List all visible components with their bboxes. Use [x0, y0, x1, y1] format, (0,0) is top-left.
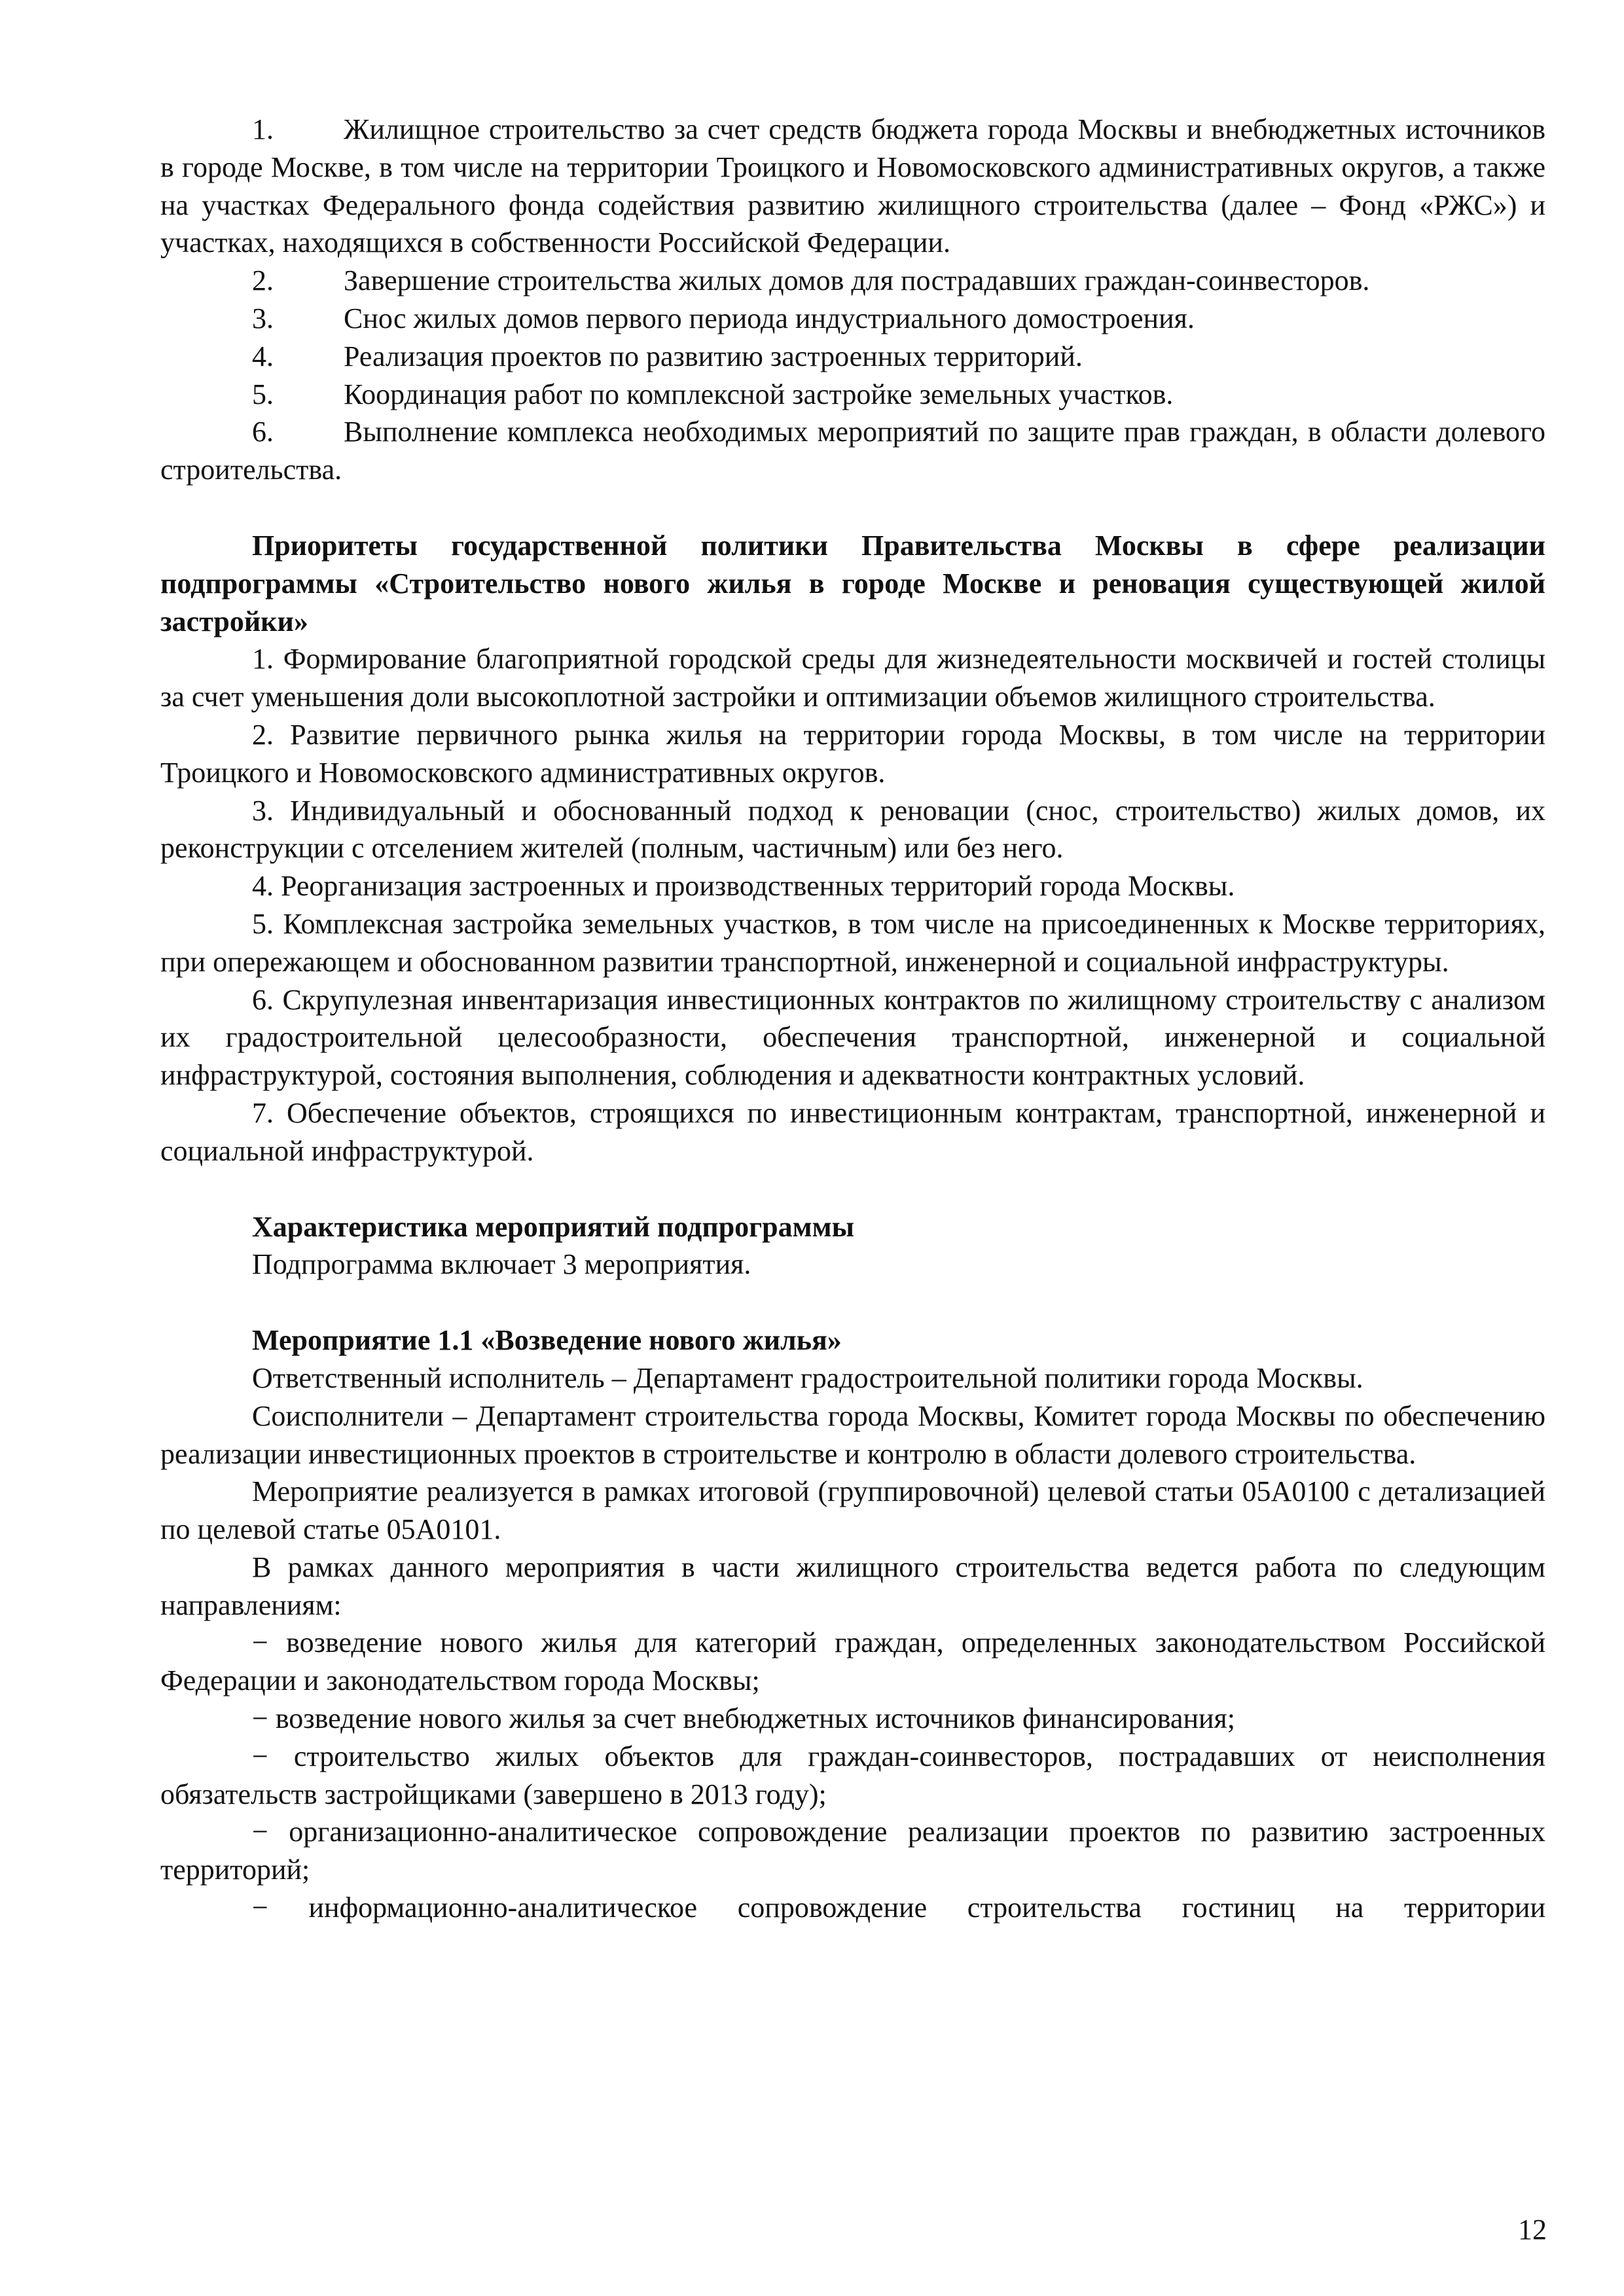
- list-item: [160, 262, 1545, 300]
- measure-heading: Мероприятие 1.1 «Возведение нового жилья»: [252, 1324, 842, 1357]
- list-text: Выполнение комплекса необходимых мероприятий по защите прав граждан, в области долевого строительства.: [160, 416, 1545, 486]
- list-text: Координация работ по комплексной застройке земельных участков.: [344, 378, 1174, 410]
- list-number: 6.: [252, 416, 274, 448]
- characteristics-heading: Характеристика мероприятий подпрограммы: [252, 1210, 854, 1243]
- list-item: [160, 300, 1545, 338]
- measure-bullet: − информационно-аналитическое сопровождение строительства гостиниц на территории: [252, 1892, 1545, 1924]
- measure-paragraph: Мероприятие реализуется в рамках итоговой (группировочной) целевой статьи 05А0100 с детализацией по целевой статье 05А0101.: [160, 1475, 1545, 1546]
- priority-item: 6. Скрупулезная инвентаризация инвестиционных контрактов по жилищному строительству с анализом их градостроительной целесообразности, обеспечения транспортной, инженерной и социальной инфраструктурой, состояния выполнения, соблюдения и адекватности контрактных условий.: [160, 983, 1545, 1092]
- list-item: [160, 413, 1545, 489]
- list-text: Жилищное строительство за счет средств бюджета города Москвы и внебюджетных источников в городе Москве, в том числе на территории Троицкого и Новомосковского административных округов, а также на участках Федерального фонда содействия развитию жилищного строительства (далее – Фонд «РЖС») и участках, находящихся в собственности Российской Федерации.: [160, 113, 1545, 259]
- list-text: Реализация проектов по развитию застроенных территорий.: [344, 340, 1083, 372]
- measure-bullet: − строительство жилых объектов для граждан-соинвесторов, пострадавших от неисполнения обязательств застройщиками (завершено в 2013 году);: [160, 1740, 1545, 1810]
- list-item: [160, 111, 1545, 262]
- list-number: 2.: [252, 264, 274, 297]
- spacer: [160, 1283, 1545, 1321]
- list-item: [160, 338, 1545, 376]
- measure-bullet: − возведение нового жилья за счет внебюджетных источников финансирования;: [252, 1702, 1236, 1735]
- characteristics-text: Подпрограмма включает 3 мероприятия.: [252, 1248, 751, 1281]
- priorities-heading: Приоритеты государственной политики Правительства Москвы в сфере реализации подпрограммы «Строительство нового жилья в городе Москве и реновация существующей жилой застройки»: [160, 529, 1545, 637]
- priority-item: 2. Развитие первичного рынка жилья на территории города Москвы, в том числе на территории Троицкого и Новомосковского административных округов.: [160, 718, 1545, 789]
- priority-item: 7. Обеспечение объектов, строящихся по инвестиционным контрактам, транспортной, инженерной и социальной инфраструктурой.: [160, 1096, 1545, 1167]
- priority-item: 3. Индивидуальный и обоснованный подход к реновации (снос, строительство) жилых домов, их реконструкции с отселением жителей (полным, частичным) или без него.: [160, 794, 1545, 865]
- page-content: [160, 111, 1545, 1927]
- measure-bullet: − организационно-аналитическое сопровождение реализации проектов по развитию застроенных территорий;: [160, 1816, 1545, 1886]
- spacer: [160, 489, 1545, 527]
- priority-item: 1. Формирование благоприятной городской среды для жизнедеятельности москвичей и гостей столицы за счет уменьшения доли высокоплотной застройки и оптимизации объемов жилищного строительства.: [160, 643, 1545, 713]
- list-number: 1.: [252, 113, 274, 145]
- list-item: [160, 376, 1545, 414]
- page-number: 12: [1518, 2214, 1547, 2246]
- list-number: 4.: [252, 340, 274, 372]
- measure-paragraph: В рамках данного мероприятия в части жилищного строительства ведется работа по следующим направлениям:: [160, 1551, 1545, 1621]
- list-number: 5.: [252, 378, 274, 410]
- list-number: 3.: [252, 302, 274, 334]
- measure-bullet: − возведение нового жилья для категорий граждан, определенных законодательством Российской Федерации и законодательством города Москвы;: [160, 1626, 1545, 1697]
- measure-paragraph: Ответственный исполнитель – Департамент градостроительной политики города Москвы.: [252, 1361, 1363, 1394]
- list-text: Снос жилых домов первого периода индустриального домостроения.: [344, 302, 1195, 334]
- measure-paragraph: Соисполнители – Департамент строительства города Москвы, Комитет города Москвы по обеспечению реализации инвестиционных проектов в строительстве и контролю в области долевого строительства.: [160, 1399, 1545, 1470]
- priority-item: 4. Реорганизация застроенных и производственных территорий города Москвы.: [252, 870, 1235, 903]
- spacer: [160, 1170, 1545, 1208]
- list-text: Завершение строительства жилых домов для пострадавших граждан-соинвесторов.: [344, 264, 1370, 297]
- priority-item: 5. Комплексная застройка земельных участков, в том числе на присоединенных к Москве территориях, при опережающем и обоснованном развитии транспортной, инженерной и социальной инфраструктуры.: [160, 907, 1545, 978]
